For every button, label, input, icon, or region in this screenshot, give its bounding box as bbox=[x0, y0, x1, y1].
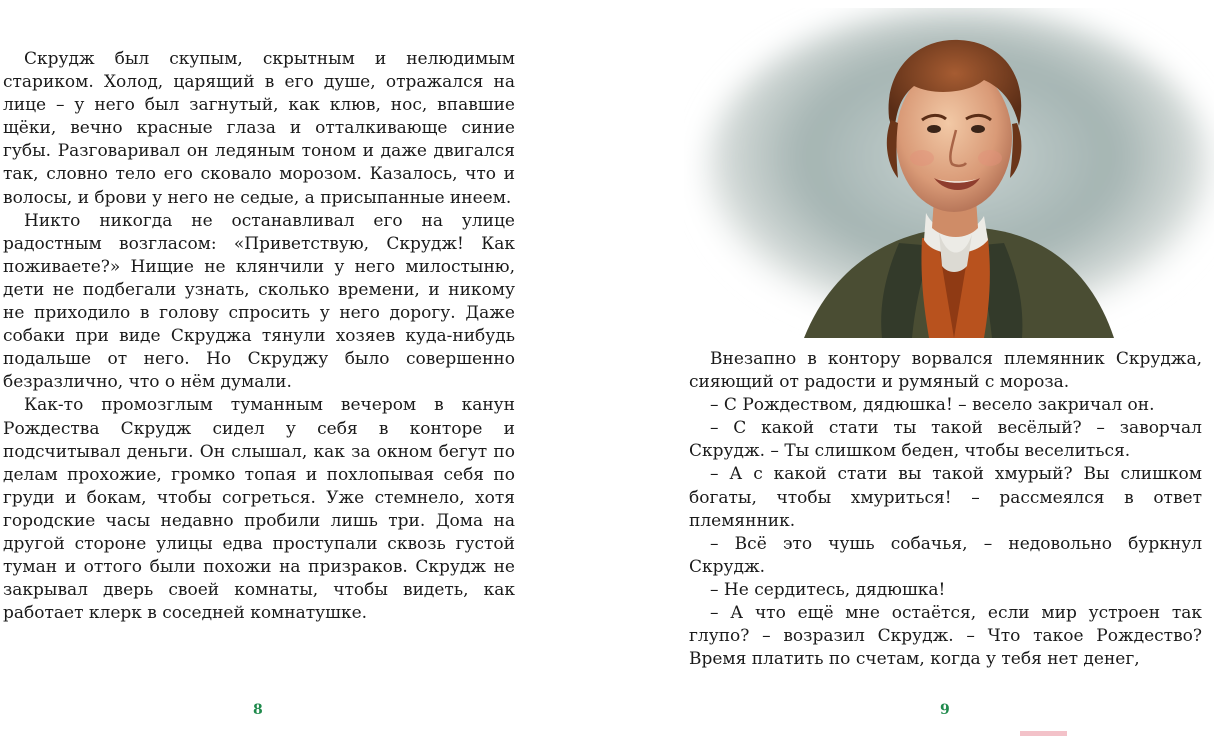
page-edge-mark bbox=[1020, 731, 1067, 736]
eye-left bbox=[927, 125, 941, 133]
paragraph: – С Рождеством, дядюшка! – весело закричал он. bbox=[710, 395, 1155, 416]
paragraph: – С какой стати ты такой весёлый? – заворчал Скрудж. – Ты слишком беден, чтобы веселиться. bbox=[689, 418, 1202, 462]
paragraph: Как-то промозглым туманным вечером в канун Рождества Скрудж сидел у себя в конторе и подсчитывал деньги. Он слышал, как за окном бегут по делам прохожие, громко топая и похлопывая себя по груди и бокам, чтобы согреться. Уже стемнело, хотя городские часы недавно пробили лишь три. Дома на другой стороне улицы едва проступали сквозь густой туман и оттого были похожи на призраков. Скрудж не закрывал дверь своей комнаты, чтобы видеть, как работает клерк в соседней комнатушке. bbox=[3, 395, 515, 624]
illustration-portrait bbox=[684, 8, 1214, 338]
left-page-text bbox=[3, 48, 515, 625]
eye-right bbox=[971, 125, 985, 133]
paragraph: Внезапно в контору ворвался племянник Скруджа, сияющий от радости и румяный с мороза. bbox=[689, 349, 1202, 393]
left-page bbox=[0, 0, 609, 736]
page-number-right: 9 bbox=[940, 702, 950, 718]
paragraph: Никто никогда не останавливал его на улице радостным возгласом: «Приветствую, Скрудж! Как поживаете?» Нищие не клянчили у него милостыню, дети не подбегали узнать, сколько времени, и никому не приходило в голову спросить у него дорогу. Даже собаки при виде Скруджа тянули хозяев куда-нибудь подальше от него. Но Скруджу было совершенно безразлично, что о нём думали. bbox=[3, 210, 515, 393]
paragraph: Скрудж был скупым, скрытным и нелюдимым стариком. Холод, царящий в его душе, отражался на лице – у него был загнутый, как клюв, нос, впавшие щёки, вечно красные глаза и отталкивающе синие губы. Разговаривал он ледяным тоном и даже двигался так, словно тело его сковало морозом. Казалось, что и волосы, и брови у него не седые, а присыпанные инеем. bbox=[3, 49, 515, 208]
paragraph: – Всё это чушь собачья, – недовольно буркнул Скрудж. bbox=[689, 533, 1202, 577]
right-page-text bbox=[689, 348, 1202, 671]
paragraph: – А с какой стати вы такой хмурый? Вы слишком богаты, чтобы хмуриться! – рассмеялся в ответ племянник. bbox=[689, 464, 1202, 531]
right-page bbox=[609, 0, 1219, 736]
paragraph: – Не сердитесь, дядюшка! bbox=[710, 579, 946, 600]
paragraph: – А что ещё мне остаётся, если мир устроен так глупо? – возразил Скрудж. – Что такое Рождество? Время платить по счетам, когда у тебя нет денег, bbox=[689, 603, 1202, 670]
page-number-left: 8 bbox=[253, 702, 263, 718]
